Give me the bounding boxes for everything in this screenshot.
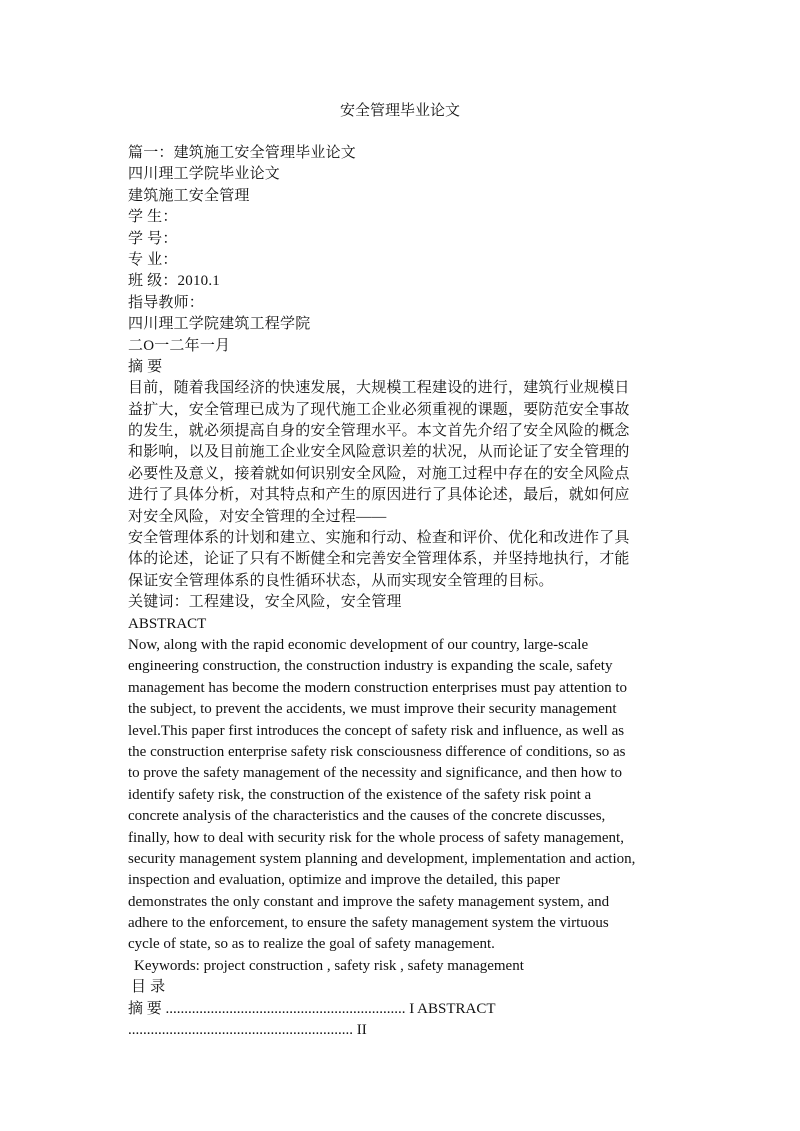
toc-heading: 目 录 bbox=[131, 979, 166, 996]
abstract-line: 安全管理体系的计划和建立、实施和行动、检查和评价、优化和改进作了具 bbox=[128, 530, 630, 547]
thesis-title: 建筑施工安全管理 bbox=[128, 187, 250, 204]
abstract-line: 必要性及意义，接着就如何识别安全风险，对施工过程中存在的安全风险点 bbox=[128, 465, 630, 482]
abstract-line: 保证安全管理体系的良性循环状态，从而实现安全管理的目标。 bbox=[128, 572, 554, 589]
abstract-line: 对安全风险，对安全管理的全过程—— bbox=[128, 508, 387, 525]
toc-entry: 摘 要 ................................................................ I ABSTRACT bbox=[128, 1000, 496, 1017]
major-field: 专 业： bbox=[128, 251, 178, 268]
abstract-en-line: to prove the safety management of the necessity and significance, and then how to bbox=[128, 765, 623, 782]
keywords-cn: 关键词：工程建设，安全风险，安全管理 bbox=[128, 594, 402, 611]
abstract-en-line: adhere to the enforcement, to ensure the safety management system the virtuous bbox=[128, 915, 609, 932]
abstract-en-line: cycle of state, so as to realize the goal of safety management. bbox=[128, 936, 495, 953]
abstract-line: 体的论述，论证了只有不断健全和完善安全管理体系，并坚持地执行，才能 bbox=[128, 551, 630, 568]
advisor-field: 指导教师： bbox=[128, 294, 205, 311]
abstract-line: 益扩大，安全管理已成为了现代施工企业必须重视的课题，要防范安全事故 bbox=[128, 401, 630, 418]
abstract-line: 的发生，就必须提高自身的安全管理水平。本文首先介绍了安全风险的概念 bbox=[128, 423, 630, 440]
student-field: 学 生： bbox=[128, 209, 178, 226]
document-title: 安全管理毕业论文 bbox=[339, 103, 460, 119]
chapter-heading: 篇一：建筑施工安全管理毕业论文 bbox=[128, 145, 357, 161]
keywords-en: Keywords: project construction , safety risk , safety management bbox=[134, 957, 524, 974]
class-field: 班 级：2010.1 bbox=[128, 273, 221, 290]
abstract-en-line: engineering construction, the construction industry is expanding the scale, safety bbox=[128, 658, 613, 675]
abstract-en-line: level.This paper first introduces the concept of safety risk and influence, as well as bbox=[128, 722, 625, 739]
abstract-en-line: management has become the modern construction enterprises must pay attention to bbox=[128, 679, 628, 696]
document-body bbox=[128, 143, 673, 1041]
abstract-en-line: identify safety risk, the construction of the existence of the safety risk point a bbox=[128, 786, 592, 803]
abstract-en-line: security management system planning and development, implementation and action, bbox=[128, 850, 636, 867]
college-name: 四川理工学院建筑工程学院 bbox=[128, 316, 311, 333]
abstract-en-heading: ABSTRACT bbox=[128, 615, 207, 632]
abstract-line: 进行了具体分析，对其特点和产生的原因进行了具体论述，最后，就如何应 bbox=[128, 487, 630, 504]
abstract-en-line: inspection and evaluation, optimize and improve the detailed, this paper bbox=[128, 872, 560, 889]
abstract-en-line: concrete analysis of the characteristics and the causes of the concrete discusses, bbox=[128, 808, 606, 825]
school-name: 四川理工学院毕业论文 bbox=[128, 166, 281, 183]
abstract-heading: 摘 要 bbox=[128, 358, 163, 375]
student-id-field: 学 号： bbox=[128, 230, 178, 247]
abstract-en-line: finally, how to deal with security risk for the whole process of safety management, bbox=[128, 829, 624, 846]
toc-entry: ............................................................ II bbox=[128, 1022, 367, 1039]
date-line: 二O一二年一月 bbox=[128, 337, 231, 354]
abstract-line: 目前，随着我国经济的快速发展，大规模工程建设的进行，建筑行业规模日 bbox=[128, 380, 630, 397]
abstract-en-line: demonstrates the only constant and improve the safety management system, and bbox=[128, 893, 610, 910]
abstract-en-line: the subject, to prevent the accidents, we must improve their security management bbox=[128, 701, 617, 718]
abstract-line: 和影响，以及目前施工企业安全风险意识差的状况，从而论证了安全管理的 bbox=[128, 444, 630, 461]
abstract-en-line: Now, along with the rapid economic development of our country, large-scale bbox=[128, 636, 589, 653]
abstract-en-line: the construction enterprise safety risk consciousness difference of conditions, so as bbox=[128, 743, 626, 760]
